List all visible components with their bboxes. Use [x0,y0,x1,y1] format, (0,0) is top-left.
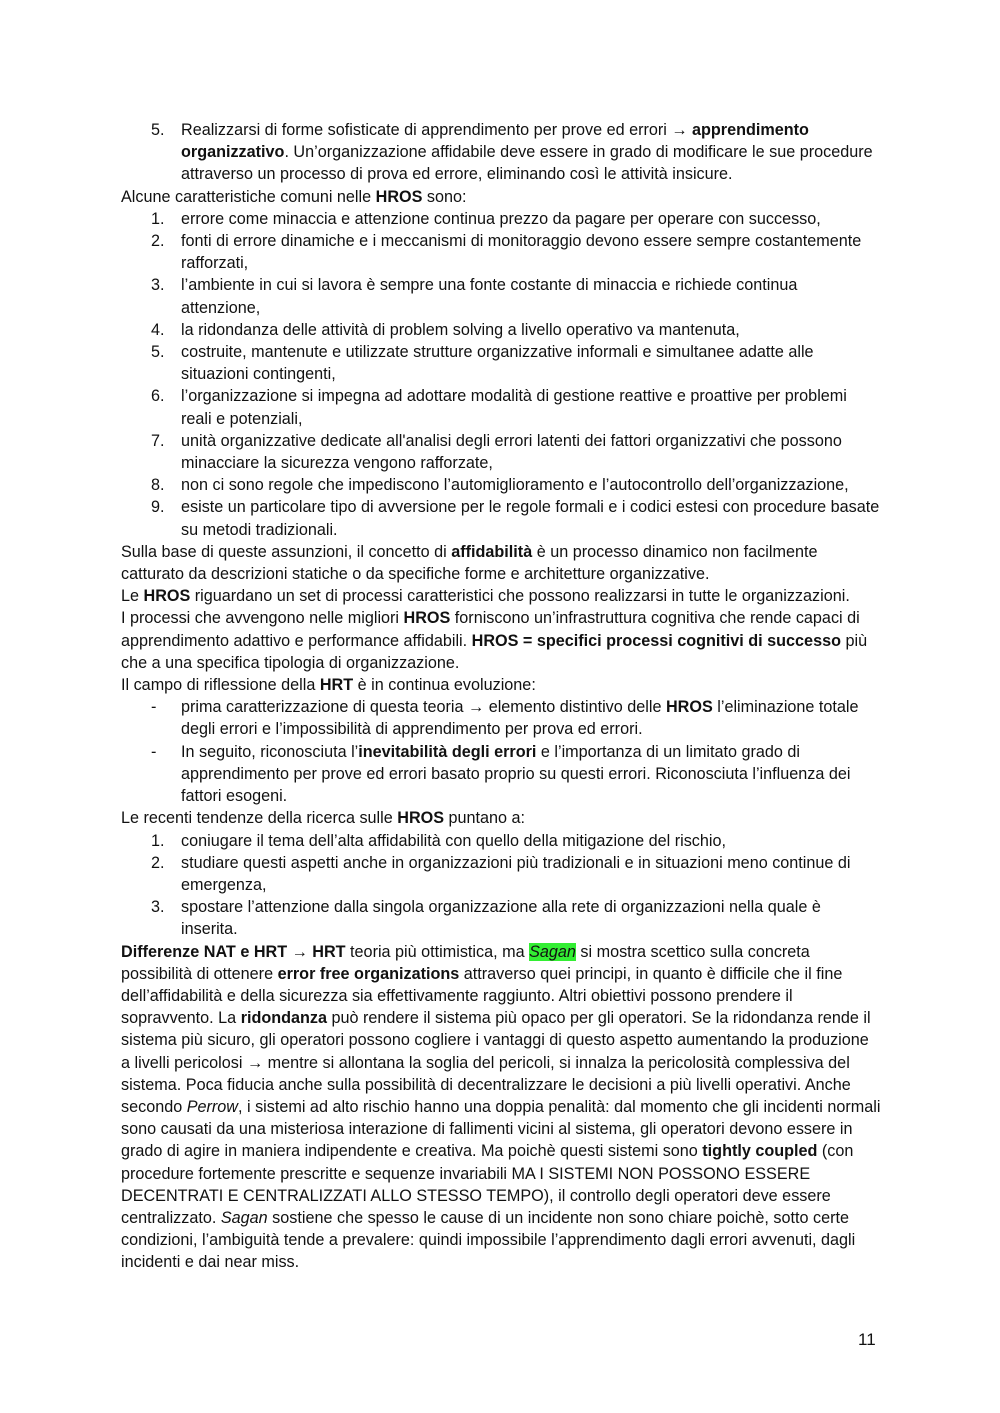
paragraph-tendenze: Le recenti tendenze della ricerca sulle HROS puntano a: [121,809,526,828]
list-item-marker: 3. [151,276,165,295]
page-number: 11 [858,1330,876,1349]
list-item-text: Realizzarsi di forme sofisticate di apprendimento per prove ed errori → apprendimento organizzativo. Un’organizzazione affidabile deve essere in grado di modificare le sue procedure attraverso un processo di prova ed errore, eliminando così le attività insicure. [181,121,873,184]
list-item [121,430,881,474]
list-item-marker: 4. [151,320,165,339]
paragraph-hros-1: Le HROS riguardano un set di processi caratteristici che possono realizzarsi in tutte le organizzazioni. [121,587,850,606]
list-item-marker: 2. [151,853,165,872]
list-item [121,341,881,385]
list-item-marker: 6. [151,387,165,406]
list-item [121,852,881,896]
list-item-text: studiare questi aspetti anche in organizzazioni più tradizionali e in situazioni meno continue di emergenza, [181,853,851,894]
list-item-marker: 1. [151,209,165,228]
list-item-marker: - [151,698,157,717]
list-hrt [121,696,881,807]
list-item-text: non ci sono regole che impediscono l’automiglioramento e l’autocontrollo dell’organizzazione, [181,476,849,495]
list-item-text: esiste un particolare tipo di avversione per le regole formali e i codici estesi con procedure basate su metodi tradizionali. [181,498,880,539]
list-item-marker: 3. [151,898,165,917]
list-tendenze [121,830,881,941]
list-item-text: la ridondanza delle attività di problem solving a livello operativo va mantenuta, [181,320,740,339]
list-item-text: l’organizzazione si impegna ad adottare modalità di gestione reattive e proattive per problemi reali e potenziali, [181,387,847,428]
list-item [121,319,881,341]
list-item-text: coniugare il tema dell’alta affidabilità con quello della mitigazione del rischio, [181,831,726,850]
list-item [121,741,881,808]
list-item [121,830,881,852]
paragraph-differenze: Differenze NAT e HRT → HRT teoria più ottimistica, ma Sagan si mostra scettico sulla concreta possibilità di ottenere error free organizations attraverso quei principi, in quanto è difficile che il fine dell’affidabilità e della sicurezza sia effettivamente raggiunto. Altri obiettivi possono prendere il sopravvento. La ridondanza può rendere il sistema più opaco per gli operatori. Se la ridondanza rende il sistema più sicuro, gli operatori possono cogliere i vantaggi di questo aspetto aumentando la produzione a livelli pericolosi → mentre si allontana la soglia del pericoli, si innalza la pericolosità complessiva del sistema. Poca fiducia anche sulla possibilità di decentralizzare le decisioni a più livelli operativi. Anche secondo Perrow, i sistemi ad alto rischio hanno una doppia penalità: dal momento che gli incidenti normali sono causati da una misteriosa interazione di fallimenti vicini al sistema, gli operatori devono essere in grado di agire in maniera indipendente e creativa. Ma poichè questi sistemi sono tightly coupled (con procedure fortemente prescritte e sequenze invariabili MA I SISTEMI NON POSSONO ESSERE DECENTRATI E CENTRALIZZATI ALLO STESSO TEMPO), il controllo degli operatori deve essere centralizzato. Sagan sostiene che spesso le cause di un incidente non sono chiare poichè, sotto certe condizioni, l’ambiguità tende a prevalere: quindi impossibile l’apprendimento dagli errori avvenuti, dagli incidenti e dai near miss. [121,942,881,1272]
list-item [121,474,881,496]
list-item-text: prima caratterizzazione di questa teoria → elemento distintivo delle HROS l’eliminazione totale degli errori e l’impossibilità di apprendimento per prova ed errori. [181,698,859,739]
paragraph-hros-2: I processi che avvengono nelle migliori HROS forniscono un’infrastruttura cognitiva che rende capaci di apprendimento adattivo e performance affidabili. HROS = specifici processi cognitivi di successo più che a una specifica tipologia di organizzazione. [121,609,868,672]
list-item-marker: 8. [151,476,165,495]
list-item [121,208,881,230]
list-item [121,496,881,540]
list-item [121,119,881,186]
list-item-marker: 9. [151,498,165,517]
list-item-text: errore come minaccia e attenzione continua prezzo da pagare per operare con successo, [181,209,821,228]
list-item [121,230,881,274]
list-item-marker: 2. [151,232,165,251]
list-item-text: l’ambiente in cui si lavora è sempre una fonte costante di minaccia e richiede continua attenzione, [181,276,798,317]
list-item [121,274,881,318]
paragraph-hrt: Il campo di riflessione della HRT è in continua evoluzione: [121,676,536,695]
list-item-text: spostare l’attenzione dalla singola organizzazione alla rete di organizzazioni nella quale è inserita. [181,898,821,939]
page-content [121,119,881,1274]
paragraph-affidabilita: Sulla base di queste assunzioni, il concetto di affidabilità è un processo dinamico non facilmente catturato da descrizioni statiche o da specifiche forme e architetture organizzative. [121,542,818,584]
list-item [121,385,881,429]
list-item-text: unità organizzative dedicate all'analisi degli errori latenti dei fattori organizzativi che possono minacciare la sicurezza vengono rafforzate, [181,431,842,473]
paragraph-caratteristiche: Alcune caratteristiche comuni nelle HROS sono: [121,187,467,206]
list-item-marker: 5. [151,343,165,362]
list-item [121,696,881,740]
list-top [121,119,881,186]
list-caratteristiche [121,208,881,541]
list-item-text: costruite, mantenute e utilizzate strutture organizzative informali e simultanee adatte alle situazioni contingenti, [181,343,814,384]
list-item-marker: 7. [151,431,165,450]
list-item [121,896,881,940]
list-item-marker: - [151,742,157,761]
list-item-text: fonti di errore dinamiche e i meccanismi di monitoraggio devono essere sempre costantemente rafforzati, [181,232,862,273]
list-item-marker: 1. [151,831,165,850]
list-item-text: In seguito, riconosciuta l’inevitabilità degli errori e l’importanza di un limitato grado di apprendimento per prove ed errori basato proprio su questi errori. Riconosciuta l’influenza dei fattori esogeni. [181,742,851,806]
list-item-marker: 5. [151,121,165,139]
